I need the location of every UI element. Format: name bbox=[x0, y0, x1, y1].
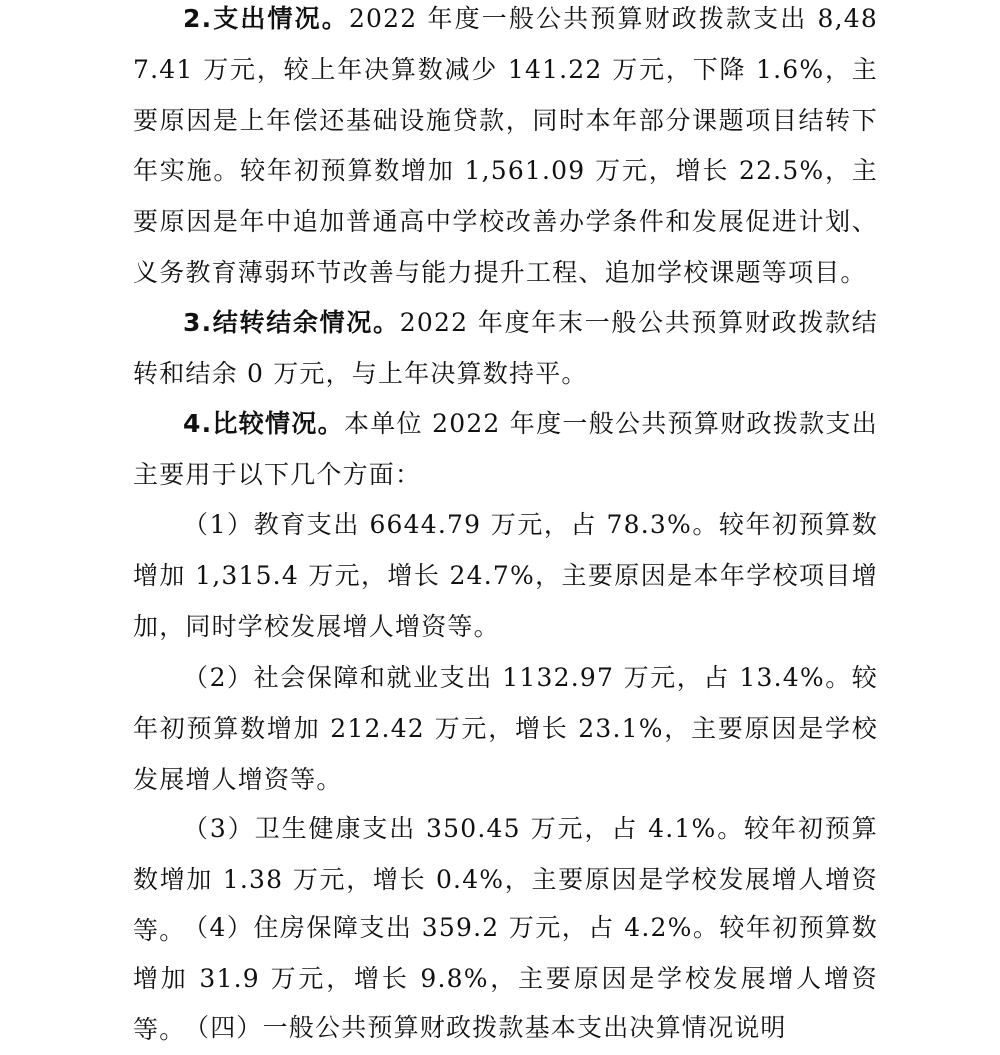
paragraph-text: （4）住房保障支出 359.2 万元，占 4.2%。较年初预算数增加 31.9 万元，增长 9.8%，主要原因是学校发展增人增资等。 bbox=[133, 913, 878, 1044]
paragraph-heading: 4.比较情况。 bbox=[183, 409, 344, 438]
paragraph-expenditure bbox=[133, 0, 878, 299]
paragraph-text: 2022 年度年末一般公共预算财政拨款结转和结余 0 万元，与上年决算数持平。 bbox=[133, 308, 878, 388]
paragraph-comparison bbox=[133, 399, 878, 501]
paragraph-text: 2022 年度一般公共预算财政拨款支出 8,487.41 万元，较上年决算数减少 141.22 万元，下降 1.6%，主要原因是上年偿还基础设施贷款，同时本年部分课题项目结转下年实施。较年初预算数增加 1,561.09 万元，增长 22.5%，主要原因是年中追加普通高中学校改善办学条件和发展促进计划、义务教育薄弱环节改善与能力提升工程、追加学校课题等项目。 bbox=[133, 4, 879, 287]
paragraph-heading: 3.结转结余情况。 bbox=[183, 308, 400, 337]
paragraph-text: 本单位 2022 年度一般公共预算财政拨款支出主要用于以下几个方面： bbox=[133, 409, 878, 489]
paragraph-text: （1）教育支出 6644.79 万元，占 78.3%。较年初预算数增加 1,315.4 万元，增长 24.7%，主要原因是本年学校项目增加，同时学校发展增人增资等。 bbox=[133, 510, 878, 641]
paragraph-heading: 2.支出情况。 bbox=[183, 4, 349, 33]
paragraph-text: （2）社会保障和就业支出 1132.97 万元，占 13.4%。较年初预算数增加 212.42 万元，增长 23.1%，主要原因是学校发展增人增资等。 bbox=[133, 663, 878, 794]
paragraph-social-security bbox=[133, 653, 878, 805]
section-heading: （四）一般公共预算财政拨款基本支出决算情况说明 bbox=[184, 1013, 787, 1042]
paragraph-education bbox=[133, 500, 878, 652]
paragraph-text: （3）卫生健康支出 350.45 万元，占 4.1%。较年初预算数增加 1.38 万元，增长 0.4%，主要原因是学校发展增人增资等。 bbox=[133, 814, 878, 945]
paragraph-carryover bbox=[133, 298, 878, 400]
